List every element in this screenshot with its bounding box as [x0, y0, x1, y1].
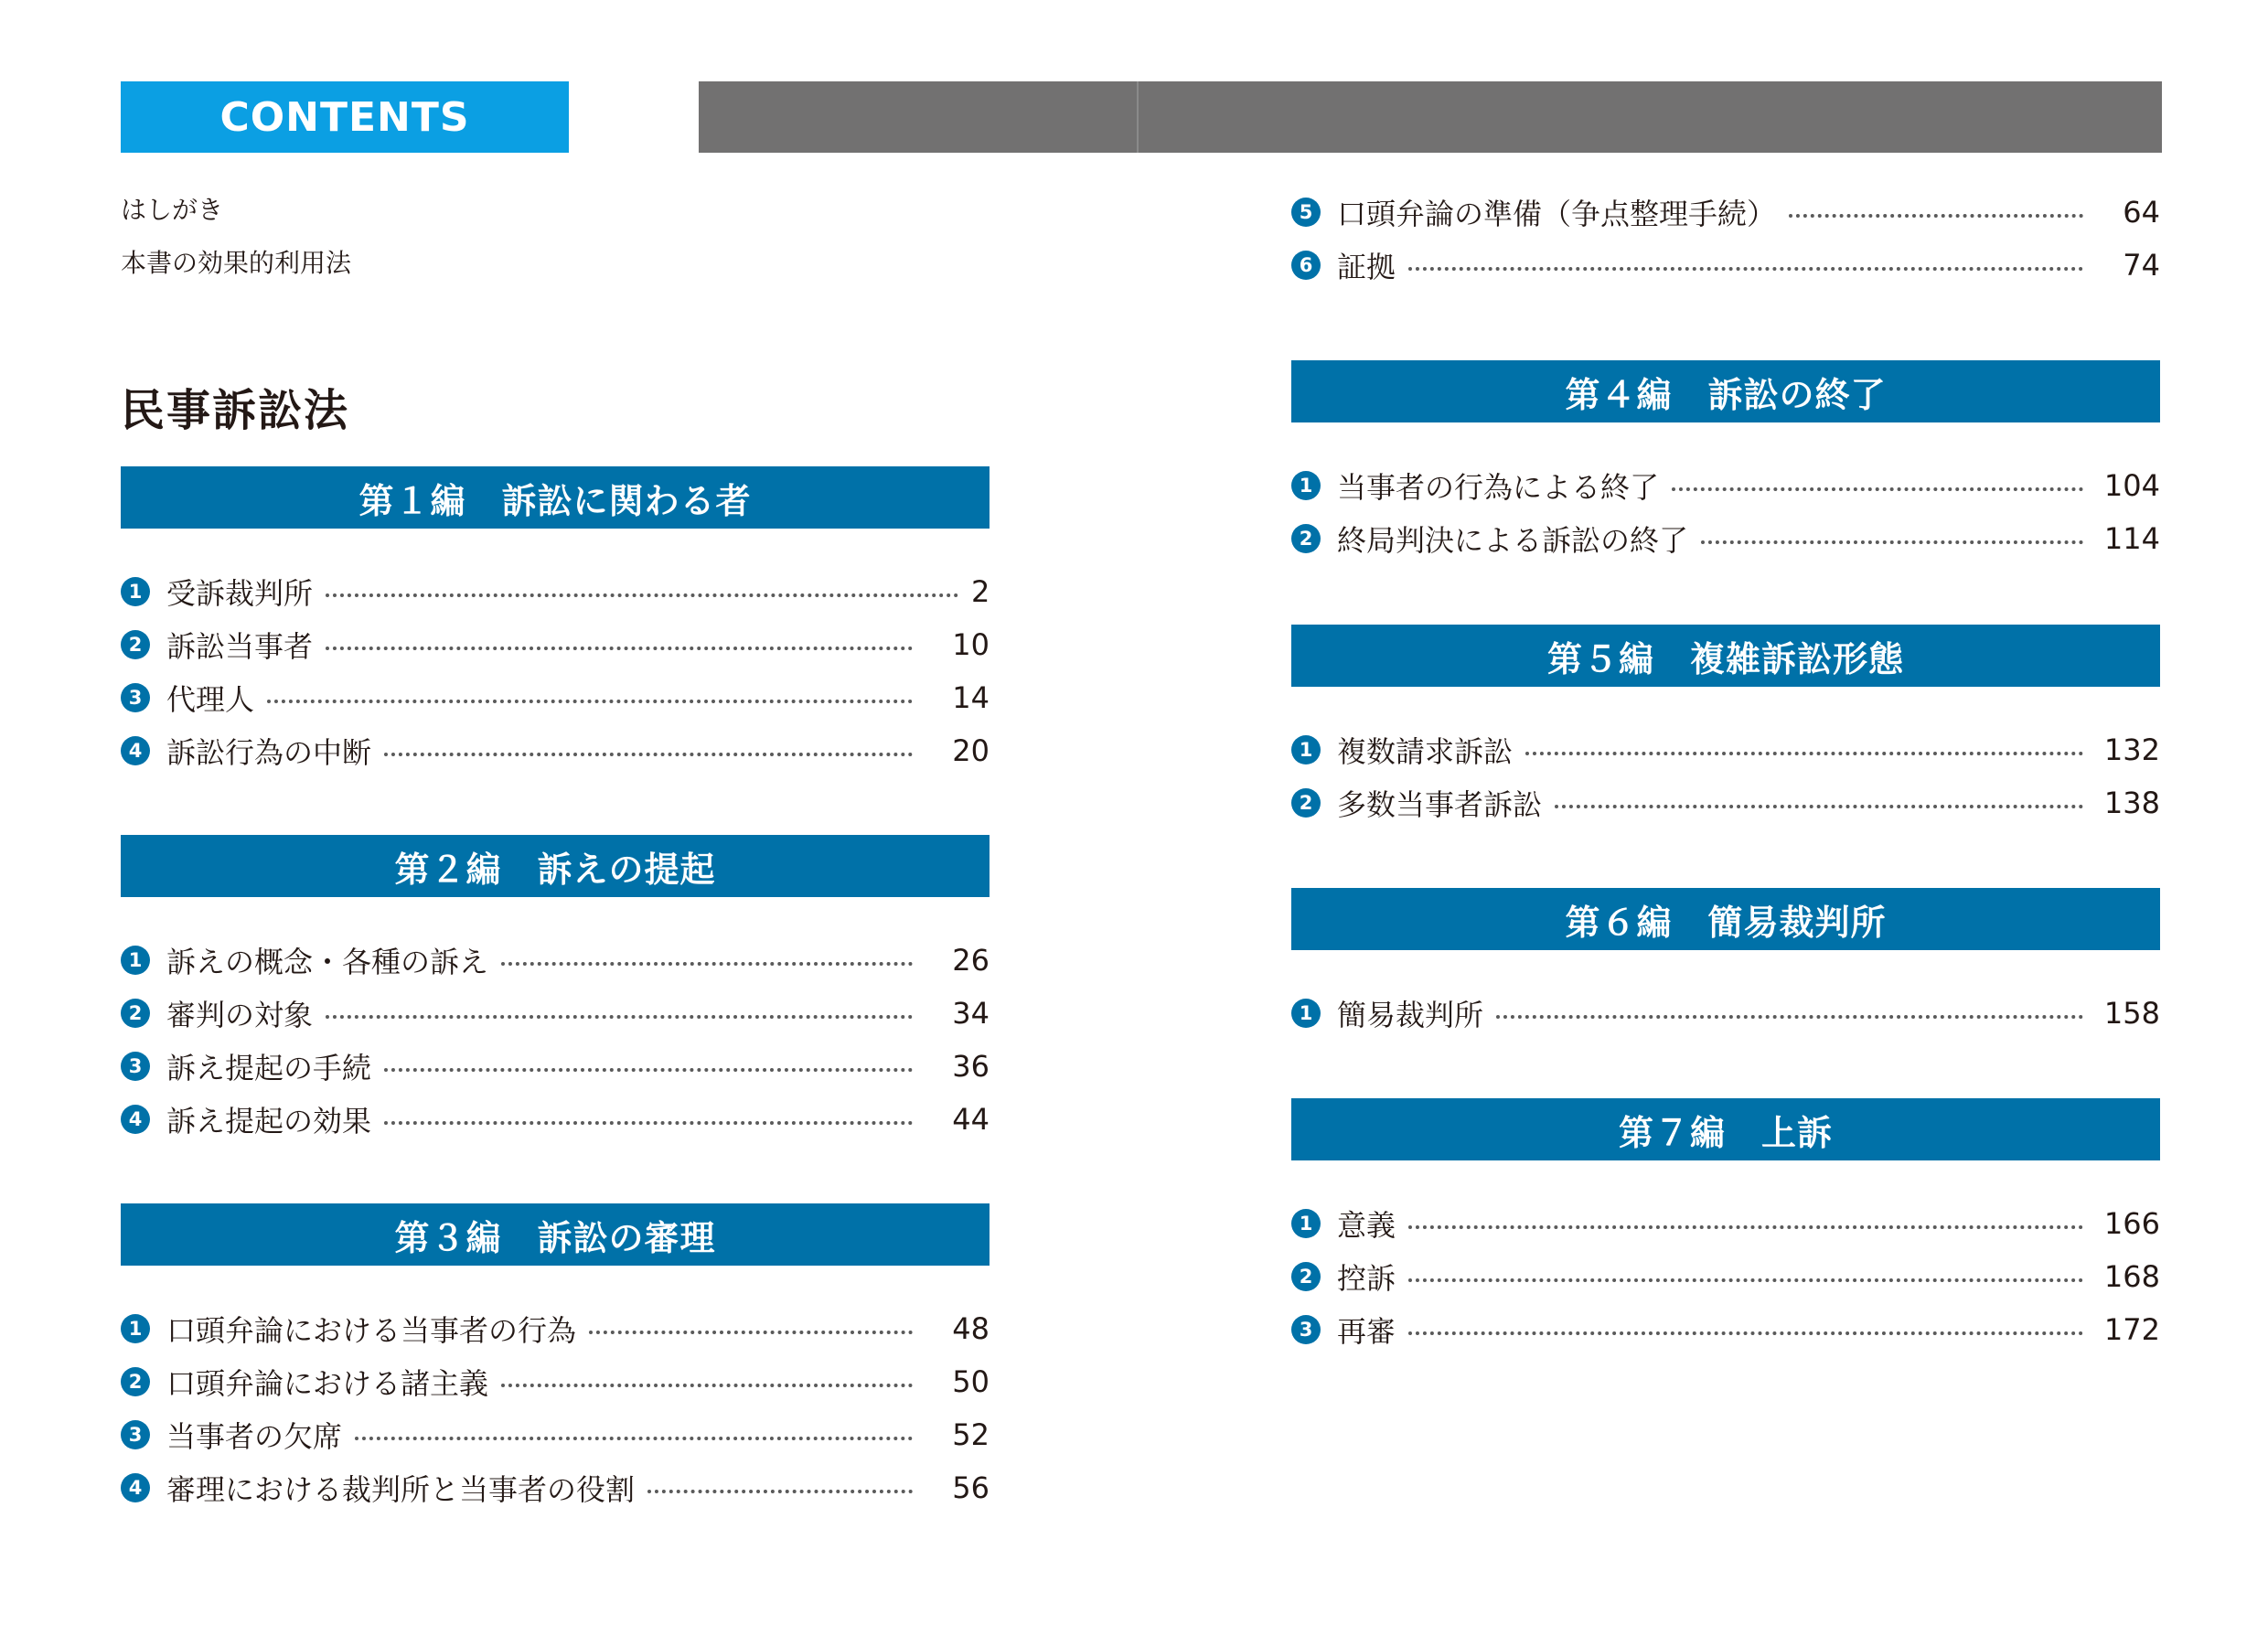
toc-item[interactable]: [121, 565, 990, 618]
item-number-badge: 2: [121, 630, 150, 659]
dot-leader: [589, 1331, 913, 1334]
item-number-badge: 2: [1291, 524, 1321, 553]
part-5: [1291, 625, 2160, 829]
toc-item[interactable]: [121, 1355, 990, 1408]
item-number-badge: 4: [121, 1105, 150, 1134]
toc-item[interactable]: [121, 1093, 990, 1146]
dot-leader: [355, 1437, 913, 1440]
item-label: 口頭弁論における当事者の行為: [166, 1313, 577, 1348]
item-label: 口頭弁論の準備（争点整理手続）: [1337, 197, 1777, 231]
part-title[interactable]: 第７編 上訴: [1291, 1098, 2160, 1160]
item-number-badge: 3: [121, 1420, 150, 1449]
item-label: 審理における裁判所と当事者の役割: [166, 1472, 636, 1507]
item-page: 2: [971, 574, 990, 609]
dot-leader: [501, 1384, 913, 1387]
item-number-badge: 4: [121, 736, 150, 765]
header-gray-bar: [699, 81, 2162, 153]
item-number-badge: 1: [1291, 1209, 1321, 1238]
item-page: 138: [2103, 786, 2160, 820]
item-number-badge: 5: [1291, 198, 1321, 227]
toc-item[interactable]: [1291, 1197, 2160, 1250]
toc-item[interactable]: [1291, 987, 2160, 1040]
part-title[interactable]: 第６編 簡易裁判所: [1291, 888, 2160, 950]
item-page: 64: [2123, 195, 2160, 230]
item-number-badge: 1: [1291, 471, 1321, 500]
dot-leader: [384, 753, 913, 756]
item-number-badge: 3: [121, 1052, 150, 1081]
item-page: 50: [952, 1364, 990, 1399]
part-3-continued: [1291, 186, 2160, 292]
item-label: 終局判決による訴訟の終了: [1337, 523, 1689, 558]
item-label: 訴訟当事者: [166, 629, 314, 664]
item-number-badge: 1: [121, 946, 150, 975]
item-number-badge: 4: [121, 1473, 150, 1502]
toc-item[interactable]: [1291, 239, 2160, 292]
dot-leader: [326, 1015, 913, 1019]
item-label: 当事者の欠席: [166, 1419, 343, 1454]
item-label: 意義: [1337, 1208, 1396, 1243]
item-page: 114: [2103, 521, 2160, 556]
part-2: [121, 835, 990, 1146]
item-page: 26: [952, 943, 990, 978]
dot-leader: [1555, 805, 2083, 808]
dot-leader: [647, 1490, 913, 1493]
dot-leader: [326, 647, 913, 650]
toc-item[interactable]: [121, 1408, 990, 1461]
part-title[interactable]: 第４編 訴訟の終了: [1291, 360, 2160, 422]
toc-item[interactable]: [121, 934, 990, 987]
item-label: 訴えの概念・各種の訴え: [166, 945, 489, 979]
part-title[interactable]: 第１編 訴訟に関わる者: [121, 466, 990, 529]
item-number-badge: 2: [121, 999, 150, 1028]
part-3: [121, 1203, 990, 1514]
item-label: 訴え提起の効果: [166, 1104, 372, 1139]
item-number-badge: 2: [1291, 788, 1321, 818]
item-label: 審判の対象: [166, 998, 314, 1032]
dot-leader: [384, 1068, 913, 1072]
part-title[interactable]: 第５編 複雑訴訟形態: [1291, 625, 2160, 687]
item-page: 132: [2103, 732, 2160, 767]
item-page: 104: [2103, 468, 2160, 503]
item-label: 代理人: [166, 682, 255, 717]
dot-leader: [326, 593, 958, 597]
item-page: 10: [952, 627, 990, 662]
item-label: 当事者の行為による終了: [1337, 470, 1660, 505]
item-page: 158: [2103, 996, 2160, 1031]
toc-item[interactable]: [121, 618, 990, 671]
dot-leader: [1408, 1278, 2083, 1282]
dot-leader: [1525, 752, 2083, 755]
item-number-badge: 1: [121, 1314, 150, 1343]
book-title: 民事訴訟法: [121, 385, 350, 436]
item-page: 172: [2103, 1312, 2160, 1347]
item-label: 多数当事者訴訟: [1337, 787, 1543, 822]
item-label: 訴え提起の手続: [166, 1051, 372, 1085]
item-page: 34: [952, 996, 990, 1031]
item-page: 48: [952, 1311, 990, 1346]
item-number-badge: 3: [1291, 1315, 1321, 1344]
item-page: 56: [952, 1470, 990, 1505]
toc-item[interactable]: [121, 1461, 990, 1514]
part-6: [1291, 888, 2160, 1040]
toc-item[interactable]: [121, 724, 990, 777]
item-page: 52: [952, 1417, 990, 1452]
toc-item[interactable]: [121, 671, 990, 724]
item-page: 44: [952, 1102, 990, 1137]
dot-leader: [1701, 540, 2083, 544]
item-page: 36: [952, 1049, 990, 1084]
toc-item[interactable]: [1291, 459, 2160, 512]
howto-link[interactable]: 本書の効果的利用法: [121, 248, 352, 278]
dot-leader: [384, 1121, 913, 1125]
item-number-badge: 6: [1291, 251, 1321, 280]
item-label: 再審: [1337, 1314, 1396, 1349]
toc-item[interactable]: [1291, 512, 2160, 565]
header-divider: [1137, 81, 1139, 153]
toc-item[interactable]: [1291, 723, 2160, 776]
item-number-badge: 3: [121, 683, 150, 712]
item-number-badge: 1: [121, 577, 150, 606]
intro-links: [121, 192, 351, 298]
toc-item[interactable]: [121, 987, 990, 1040]
item-number-badge: 2: [1291, 1262, 1321, 1291]
item-number-badge: 2: [121, 1367, 150, 1396]
item-label: 訴訟行為の中断: [166, 735, 372, 770]
item-label: 複数請求訴訟: [1337, 734, 1514, 769]
toc-item[interactable]: [1291, 1250, 2160, 1303]
dot-leader: [1408, 1331, 2083, 1335]
contents-label: CONTENTS: [121, 81, 569, 153]
item-page: 168: [2103, 1259, 2160, 1294]
contents-header: [121, 81, 2162, 153]
toc-item[interactable]: [1291, 776, 2160, 829]
dot-leader: [1408, 267, 2083, 271]
item-page: 14: [952, 680, 990, 715]
part-1: [121, 466, 990, 777]
item-label: 証拠: [1337, 250, 1396, 284]
toc-item[interactable]: [121, 1040, 990, 1093]
dot-leader: [1496, 1015, 2083, 1019]
part-title[interactable]: 第２編 訴えの提起: [121, 835, 990, 897]
preface-link[interactable]: はしがき: [121, 195, 224, 225]
item-label: 受訴裁判所: [166, 576, 314, 611]
part-4: [1291, 360, 2160, 565]
dot-leader: [501, 962, 913, 966]
item-page: 74: [2123, 248, 2160, 283]
item-page: 20: [952, 733, 990, 768]
item-page: 166: [2103, 1206, 2160, 1241]
dot-leader: [1672, 487, 2083, 491]
part-7: [1291, 1098, 2160, 1356]
dot-leader: [1789, 214, 2083, 218]
item-number-badge: 1: [1291, 735, 1321, 764]
item-label: 簡易裁判所: [1337, 998, 1484, 1032]
item-label: 控訴: [1337, 1261, 1396, 1296]
dot-leader: [267, 700, 913, 703]
item-number-badge: 1: [1291, 999, 1321, 1028]
part-title[interactable]: 第３編 訴訟の審理: [121, 1203, 990, 1266]
dot-leader: [1408, 1225, 2083, 1229]
item-label: 口頭弁論における諸主義: [166, 1366, 489, 1401]
toc-item[interactable]: [121, 1302, 990, 1355]
toc-item[interactable]: [1291, 186, 2160, 239]
toc-item[interactable]: [1291, 1303, 2160, 1356]
